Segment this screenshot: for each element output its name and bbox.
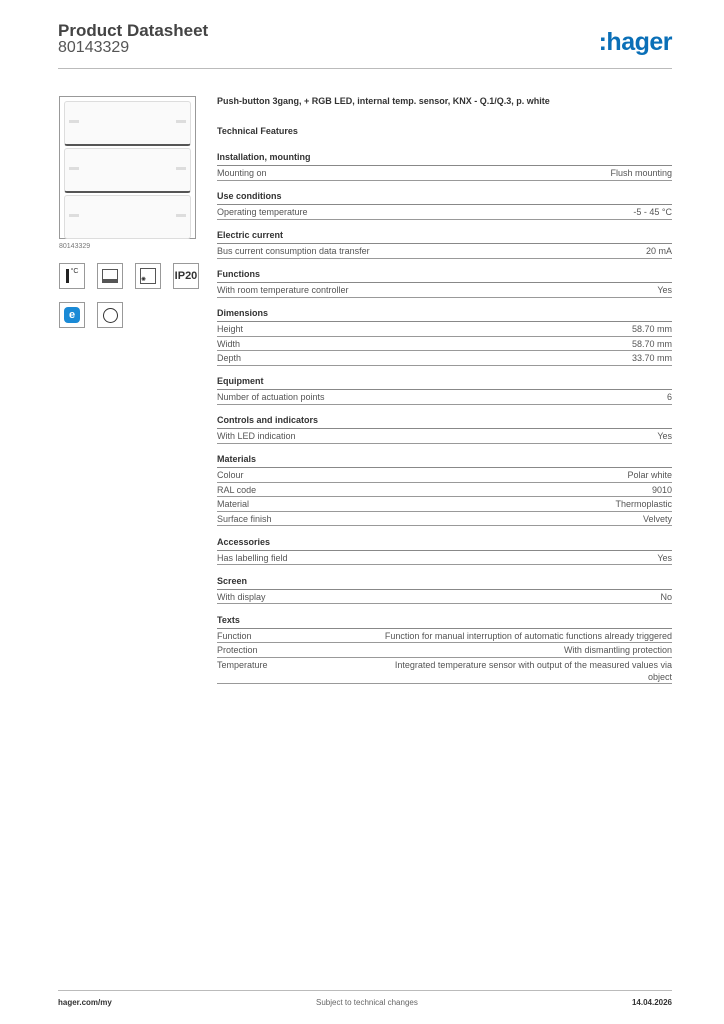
feature-value: Function for manual interruption of automatic functions already triggered [384, 630, 672, 641]
feature-section [217, 151, 672, 181]
feature-label: Height [217, 324, 244, 334]
feature-value: No [660, 591, 672, 602]
feature-section [217, 229, 672, 259]
feature-label: With display [217, 591, 266, 602]
section-title: Dimensions [217, 307, 672, 322]
feature-row [217, 205, 672, 220]
feature-label: Function [217, 630, 252, 641]
feature-label: RAL code [217, 484, 257, 495]
footer-divider [58, 990, 672, 991]
ip-rating-icon: IP20 [173, 263, 199, 289]
feature-value: With dismantling protection [563, 645, 672, 655]
feature-label: Material [217, 499, 250, 509]
feature-row [217, 337, 672, 352]
feature-label: Colour [217, 470, 244, 480]
feature-row [217, 590, 672, 605]
feature-row [217, 429, 672, 444]
feature-label: With LED indication [217, 431, 296, 441]
feature-row [217, 351, 672, 366]
section-title: Electric current [217, 229, 672, 244]
feature-label: Bus current consumption data transfer [217, 246, 370, 256]
feature-row [217, 483, 672, 498]
feature-label: Has labelling field [217, 552, 288, 563]
feature-value: 33.70 mm [631, 353, 672, 363]
feature-section [217, 375, 672, 405]
feature-label: With room temperature controller [217, 285, 349, 295]
feature-section [217, 307, 672, 366]
feature-label: Protection [217, 645, 258, 655]
section-title: Equipment [217, 375, 672, 390]
feature-row [217, 512, 672, 527]
image-caption: 80143329 [59, 243, 91, 250]
feature-value: 58.70 mm [631, 324, 672, 334]
knx-easy-icon: e [59, 302, 85, 328]
footer-date: 14.04.2026 [631, 998, 672, 1007]
features-content [217, 96, 672, 693]
labelling-field-icon [97, 263, 123, 289]
section-title: Functions [217, 268, 672, 283]
feature-row [217, 283, 672, 298]
feature-section [217, 453, 672, 526]
feature-value: Yes [657, 285, 672, 295]
section-title: Controls and indicators [217, 414, 672, 429]
section-title: Accessories [217, 536, 672, 551]
footer-site-link[interactable]: hager.com/my [58, 998, 112, 1007]
feature-section [217, 536, 672, 566]
feature-label: Depth [217, 353, 242, 363]
section-title: Screen [217, 575, 672, 590]
feature-value: Polar white [627, 470, 672, 480]
feature-row [217, 497, 672, 512]
feature-section [217, 190, 672, 220]
product-image [59, 96, 196, 239]
product-code: 80143329 [58, 39, 130, 56]
feature-label: Mounting on [217, 168, 267, 178]
feature-label: Width [217, 338, 241, 349]
section-title: Installation, mounting [217, 151, 672, 166]
footer-note: Subject to technical changes [316, 998, 418, 1007]
section-title: Texts [217, 614, 672, 629]
feature-value: Thermoplastic [615, 499, 672, 509]
feature-row [217, 643, 672, 658]
led-indication-icon: ✺ [135, 263, 161, 289]
header-divider [58, 68, 672, 69]
feature-section [217, 268, 672, 298]
feature-value: 9010 [651, 484, 672, 495]
feature-value: -5 - 45 °C [633, 207, 672, 217]
feature-row [217, 551, 672, 566]
feature-row [217, 658, 672, 684]
page-title: Product Datasheet [58, 21, 209, 40]
feature-sections [217, 151, 672, 684]
feature-row [217, 468, 672, 483]
ring-icon [97, 302, 123, 328]
hager-logo: :hager [598, 28, 672, 56]
feature-value: Yes [657, 552, 672, 563]
feature-label: Temperature [217, 659, 268, 670]
feature-value: Flush mounting [610, 168, 672, 178]
feature-row [217, 390, 672, 405]
feature-value: 20 mA [645, 246, 672, 256]
feature-value: Integrated temperature sensor with output of the measured values via object [394, 659, 672, 682]
feature-label: Number of actuation points [217, 392, 325, 402]
feature-section [217, 575, 672, 605]
feature-row [217, 166, 672, 181]
feature-label: Surface finish [217, 513, 272, 524]
product-description: Push-button 3gang, + RGB LED, internal temp. sensor, KNX - Q.1/Q.3, p. white [217, 96, 550, 106]
section-title: Use conditions [217, 190, 672, 205]
feature-section [217, 614, 672, 684]
feature-value: 6 [666, 392, 672, 402]
technical-features-title: Technical Features [217, 126, 298, 136]
feature-row [217, 629, 672, 644]
feature-row [217, 244, 672, 259]
section-title: Materials [217, 453, 672, 468]
feature-value: Velvety [642, 513, 672, 524]
feature-value: 58.70 mm [631, 338, 672, 349]
feature-row [217, 322, 672, 337]
feature-section [217, 414, 672, 444]
feature-value: Yes [657, 431, 672, 441]
temperature-icon: °C [59, 263, 85, 289]
feature-label: Operating temperature [217, 207, 308, 217]
